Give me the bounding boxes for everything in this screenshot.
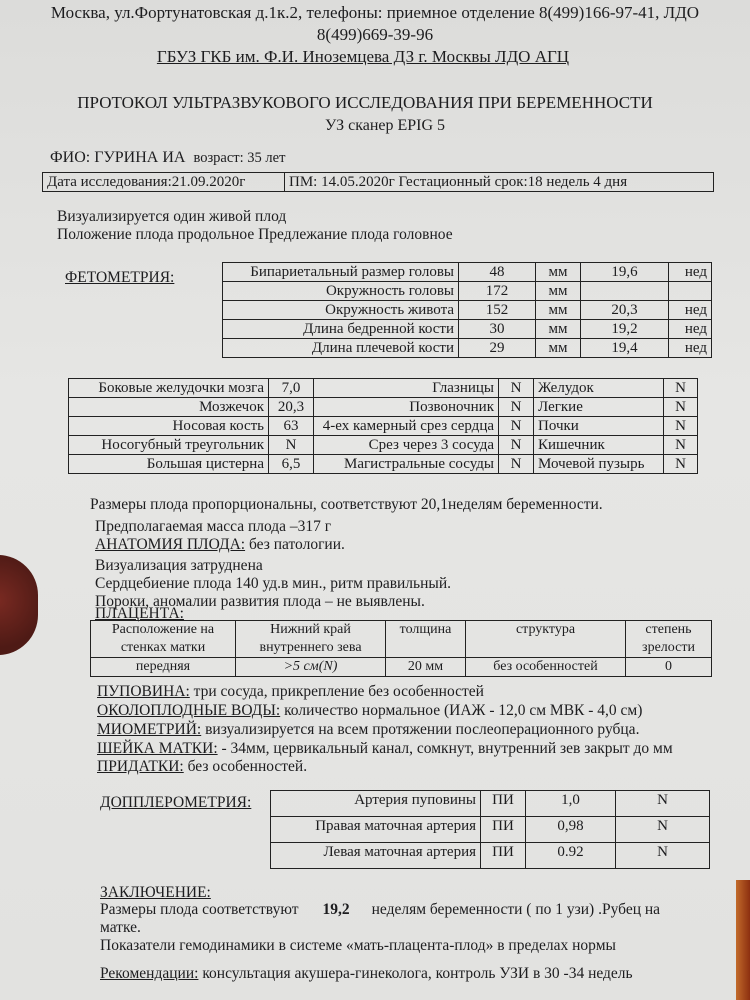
measure-value: 30 xyxy=(459,320,536,339)
vessel: Правая маточная артерия xyxy=(271,817,481,843)
anatomy-name: Магистральные сосуды xyxy=(314,455,499,474)
index-value: 1,0 xyxy=(526,791,616,817)
age: возраст: 35 лет xyxy=(193,150,286,166)
placenta-v2: 20 мм xyxy=(386,658,466,677)
anatomy-name: Большая цистерна xyxy=(69,455,269,474)
index-value: 0.92 xyxy=(526,843,616,869)
measure-weeks: 19,6 xyxy=(581,263,669,282)
anatomy-value: N xyxy=(499,455,534,474)
placenta-table xyxy=(90,620,712,677)
measure-value: 29 xyxy=(459,339,536,358)
conclusion-label: ЗАКЛЮЧЕНИЕ: xyxy=(100,884,211,901)
anatomy-value: N xyxy=(499,417,534,436)
patient-name xyxy=(50,150,285,166)
anatomy-value: N xyxy=(664,417,698,436)
anatomy-name: Позвоночник xyxy=(314,398,499,417)
anatomy-table xyxy=(68,378,698,474)
anatomy-value: 20,3 xyxy=(269,398,314,417)
fetometry-table xyxy=(222,262,712,358)
anatomy-value: N xyxy=(269,436,314,455)
vessel: Левая маточная артерия xyxy=(271,843,481,869)
fetometry-row xyxy=(223,339,712,358)
anatomy-value: N xyxy=(499,398,534,417)
measure-weeks: 19,4 xyxy=(581,339,669,358)
measure-name: Длина бедренной кости xyxy=(223,320,459,339)
fetometry-row xyxy=(223,263,712,282)
fetometry-row xyxy=(223,282,712,301)
phone: 8(499)669-39-96 xyxy=(316,25,434,44)
anatomy-name: Мочевой пузырь xyxy=(534,455,664,474)
anatomy-name: Легкие xyxy=(534,398,664,417)
conclusion-line1 xyxy=(100,902,660,918)
anatomy-row xyxy=(69,436,698,455)
index-name: ПИ xyxy=(481,791,526,817)
finding-label: ПРИДАТКИ: xyxy=(97,758,184,775)
doppler-row xyxy=(271,817,710,843)
status: N xyxy=(616,817,710,843)
visual-line: Визуализируется один живой плод xyxy=(57,208,287,225)
placenta-label: ПЛАЦЕНТА: xyxy=(95,605,184,622)
weeks-unit: нед xyxy=(669,320,712,339)
finding-text: - 34мм, цервикальный канал, сомкнут, внутренний зев закрыт до мм xyxy=(217,740,673,757)
placenta-v3: без особенностей xyxy=(466,658,626,677)
finding-label: МИОМЕТРИЙ: xyxy=(97,721,202,738)
anatomy-value: 63 xyxy=(269,417,314,436)
recommendations xyxy=(100,966,633,982)
finding-line xyxy=(97,703,642,719)
exam-date: Дата исследования:21.09.2020г xyxy=(43,173,285,192)
measure-unit: мм xyxy=(536,320,581,339)
placenta-h4: степень зрелости xyxy=(626,621,712,658)
rec-label: Рекомендации: xyxy=(100,965,199,982)
doc-title: ПРОТОКОЛ УЛЬТРАЗВУКОВОГО ИССЛЕДОВАНИЯ ПРИ БЕРЕМЕННОСТИ xyxy=(77,93,653,112)
anatomy-value: N xyxy=(499,379,534,398)
anatomy-name: Желудок xyxy=(534,379,664,398)
finding-text: визуализируется на всем протяжении послеоперационного рубца. xyxy=(201,721,640,738)
placenta-h0: Расположение на стенках матки xyxy=(91,621,236,658)
anatomy-name: Боковые желудочки мозга xyxy=(69,379,269,398)
conclusion-text2: неделям беременности ( по 1 узи) .Рубец на xyxy=(371,901,661,918)
background-edge xyxy=(736,880,750,1000)
address: Москва, ул.Фортунатовская д.1к.2, телефоны: приемное отделение 8(499)166-97-41, ЛДО xyxy=(50,3,700,22)
doppler-table xyxy=(270,790,710,869)
weeks-unit: нед xyxy=(669,339,712,358)
conclusion-line3: Показатели гемодинамики в системе «мать-плацента-плод» в пределах нормы xyxy=(100,937,616,954)
measure-unit: мм xyxy=(536,339,581,358)
fetometry-label: ФЕТОМЕТРИЯ: xyxy=(65,269,175,286)
placenta-h2: толщина xyxy=(386,621,466,658)
vessel: Артерия пуповины xyxy=(271,791,481,817)
measure-value: 48 xyxy=(459,263,536,282)
finding-text: количество нормальное (ИАЖ - 12,0 см МВК - 4,0 см) xyxy=(280,702,643,719)
finding-label: ШЕЙКА МАТКИ: xyxy=(97,740,218,757)
weeks-unit: нед xyxy=(669,263,712,282)
doppler-label: ДОППЛЕРОМЕТРИЯ: xyxy=(100,794,252,811)
weeks-unit xyxy=(669,282,712,301)
placenta-v4: 0 xyxy=(626,658,712,677)
anatomy-value: N xyxy=(664,436,698,455)
conclusion-text: Размеры плода соответствуют xyxy=(100,901,299,918)
exam-table xyxy=(42,172,714,192)
anatomy-label: АНАТОМИЯ ПЛОДА: xyxy=(95,536,246,553)
doppler-row xyxy=(271,843,710,869)
exam-lmp: ПМ: 14.05.2020г Гестационный срок:18 недель 4 дня xyxy=(285,173,714,192)
anatomy-value: N xyxy=(664,398,698,417)
defects-note: Пороки, аномалии развития плода – не выявлены. xyxy=(95,593,425,610)
anatomy-name: Срез через 3 сосуда xyxy=(314,436,499,455)
status: N xyxy=(616,843,710,869)
rec-text: консультация акушера-гинеколога, контроль УЗИ в 30 -34 недель xyxy=(198,965,633,982)
anatomy-name: Мозжечок xyxy=(69,398,269,417)
anatomy-row xyxy=(69,417,698,436)
finding-line xyxy=(97,722,639,738)
measure-value: 152 xyxy=(459,301,536,320)
doppler-row xyxy=(271,791,710,817)
index-name: ПИ xyxy=(481,817,526,843)
finding-line xyxy=(97,741,673,757)
anatomy-name: Почки xyxy=(534,417,664,436)
anatomy-name: Носогубный треугольник xyxy=(69,436,269,455)
position-line: Положение плода продольное Предлежание плода головное xyxy=(57,226,453,243)
conclusion-line2: матке. xyxy=(100,919,141,936)
status: N xyxy=(616,791,710,817)
anatomy-row xyxy=(69,455,698,474)
index-value: 0,98 xyxy=(526,817,616,843)
measure-weeks: 19,2 xyxy=(581,320,669,339)
anatomy-name: Глазницы xyxy=(314,379,499,398)
measure-weeks xyxy=(581,282,669,301)
placenta-v1: >5 см(N) xyxy=(236,658,386,677)
measure-value: 172 xyxy=(459,282,536,301)
anatomy-name: 4-ех камерный срез сердца xyxy=(314,417,499,436)
finding-line xyxy=(97,759,307,775)
finding-label: ОКОЛОПЛОДНЫЕ ВОДЫ: xyxy=(97,702,281,719)
anatomy-value: 6,5 xyxy=(269,455,314,474)
anatomy-note xyxy=(95,537,345,553)
fio: ФИО: ГУРИНА ИА xyxy=(50,149,186,166)
placenta-h1: Нижний край внутреннего зева xyxy=(236,621,386,658)
measure-name: Бипариетальный размер головы xyxy=(223,263,459,282)
measure-weeks: 20,3 xyxy=(581,301,669,320)
measure-name: Окружность живота xyxy=(223,301,459,320)
size-note: Размеры плода пропорциональны, соответствуют 20,1неделям беременности. xyxy=(90,496,603,513)
scanner: УЗ сканер EPIG 5 xyxy=(324,117,446,134)
anatomy-row xyxy=(69,398,698,417)
mass-note: Предполагаемая масса плода –317 г xyxy=(95,518,332,535)
organization: ГБУЗ ГКБ им. Ф.И. Иноземцева ДЗ г. Москвы ЛДО АГЦ xyxy=(156,47,570,66)
measure-name: Длина плечевой кости xyxy=(223,339,459,358)
measure-unit: мм xyxy=(536,301,581,320)
heart-note: Сердцебиение плода 140 уд.в мин., ритм правильный. xyxy=(95,575,451,592)
measure-unit: мм xyxy=(536,263,581,282)
visual-note: Визуализация затруднена xyxy=(95,557,263,574)
conclusion-weeks: 19,2 xyxy=(322,901,350,918)
finding-label: ПУПОВИНА: xyxy=(97,683,190,700)
anatomy-value: N xyxy=(664,379,698,398)
finding-text: без особенностей. xyxy=(183,758,308,775)
finding-text: три сосуда, прикрепление без особенностей xyxy=(189,683,484,700)
measure-unit: мм xyxy=(536,282,581,301)
anatomy-name: Кишечник xyxy=(534,436,664,455)
fetometry-row xyxy=(223,320,712,339)
anatomy-value: N xyxy=(499,436,534,455)
anatomy-value: N xyxy=(664,455,698,474)
anatomy-name: Носовая кость xyxy=(69,417,269,436)
anatomy-value: 7,0 xyxy=(269,379,314,398)
weeks-unit: нед xyxy=(669,301,712,320)
placenta-h3: структура xyxy=(466,621,626,658)
fetometry-row xyxy=(223,301,712,320)
anatomy-row xyxy=(69,379,698,398)
measure-name: Окружность головы xyxy=(223,282,459,301)
placenta-v0: передняя xyxy=(91,658,236,677)
finding-line xyxy=(97,684,484,700)
index-name: ПИ xyxy=(481,843,526,869)
anatomy-value: без патологии. xyxy=(245,536,345,553)
